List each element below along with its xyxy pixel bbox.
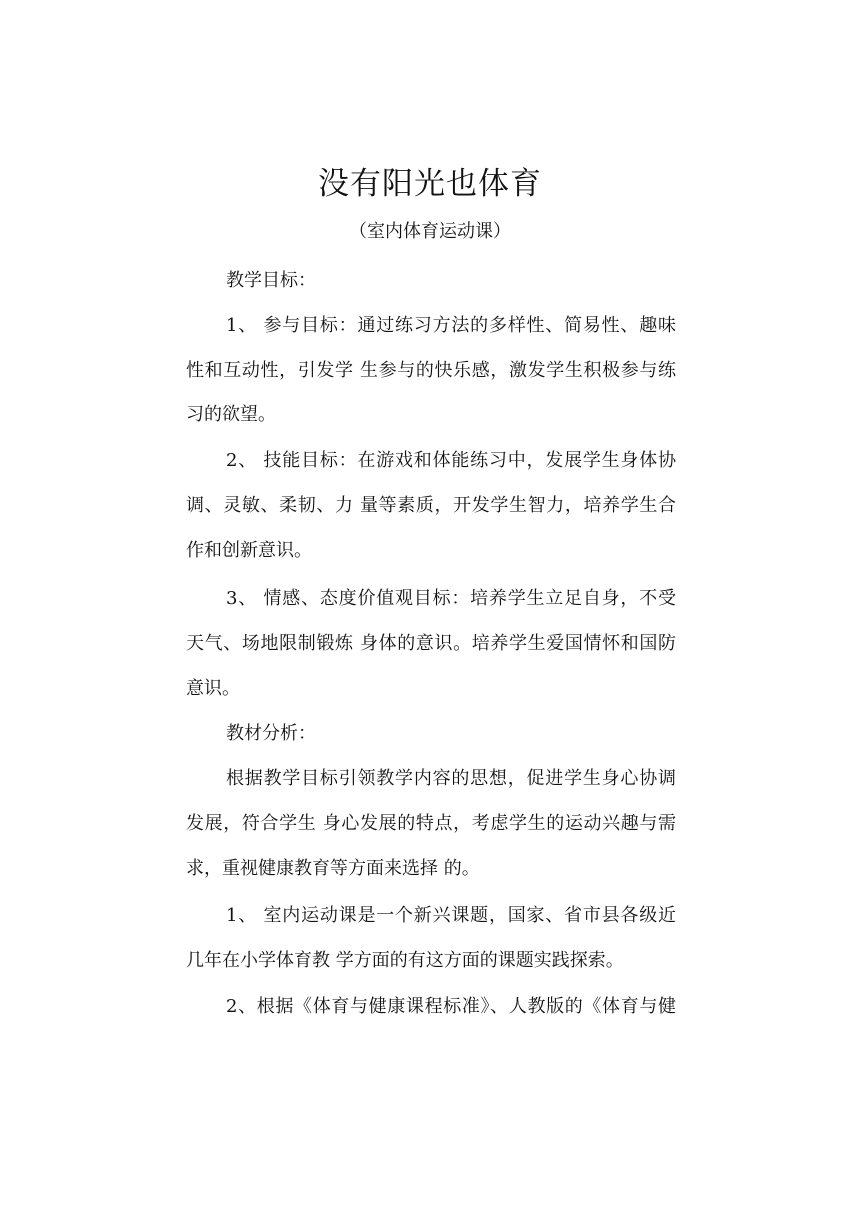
paragraph-line: 性和互动性，引发学 生参与的快乐感，激发学生积极参与练 <box>186 360 676 381</box>
paragraph-line: 根据教学目标引领教学内容的思想，促进学生身心协调 <box>226 768 676 789</box>
paragraph-line: 几年在小学体育教 学方面的有这方面的课题实践探索。 <box>186 950 624 971</box>
paragraph-line: 3、 情感、态度价值观目标：培养学生立足自身，不受 <box>226 588 676 609</box>
paragraph-line: 2、 技能目标：在游戏和体能练习中，发展学生身体协 <box>226 450 676 471</box>
document-title: 没有阳光也体育 <box>318 166 542 202</box>
paragraph-line: 2、根据《体育与健康课程标准》、人教版的《体育与健 <box>226 996 676 1017</box>
paragraph-line: 求，重视健康教育等方面来选择 的。 <box>186 858 480 879</box>
paragraph-line: 作和创新意识。 <box>186 540 312 561</box>
paragraph-line: 天气、场地限制锻炼 身体的意识。培养学生爱国情怀和国防 <box>186 633 676 654</box>
paragraph-line: 发展，符合学生 身心发展的特点，考虑学生的运动兴趣与需 <box>186 813 676 834</box>
paragraph-line: 意识。 <box>186 678 240 699</box>
paragraph-line: 习的欲望。 <box>186 404 276 425</box>
document-subtitle: （室内体育运动课） <box>349 221 511 242</box>
section-heading-material-analysis: 教材分析： <box>226 723 316 744</box>
paragraph-line: 1、 参与目标：通过练习方法的多样性、简易性、趣味 <box>226 315 676 336</box>
section-heading-teaching-goals: 教学目标： <box>226 270 316 291</box>
paragraph-line: 1、 室内运动课是一个新兴课题，国家、省市县各级近 <box>226 905 676 926</box>
paragraph-line: 调、灵敏、柔韧、力 量等素质，开发学生智力，培养学生合 <box>186 495 676 516</box>
